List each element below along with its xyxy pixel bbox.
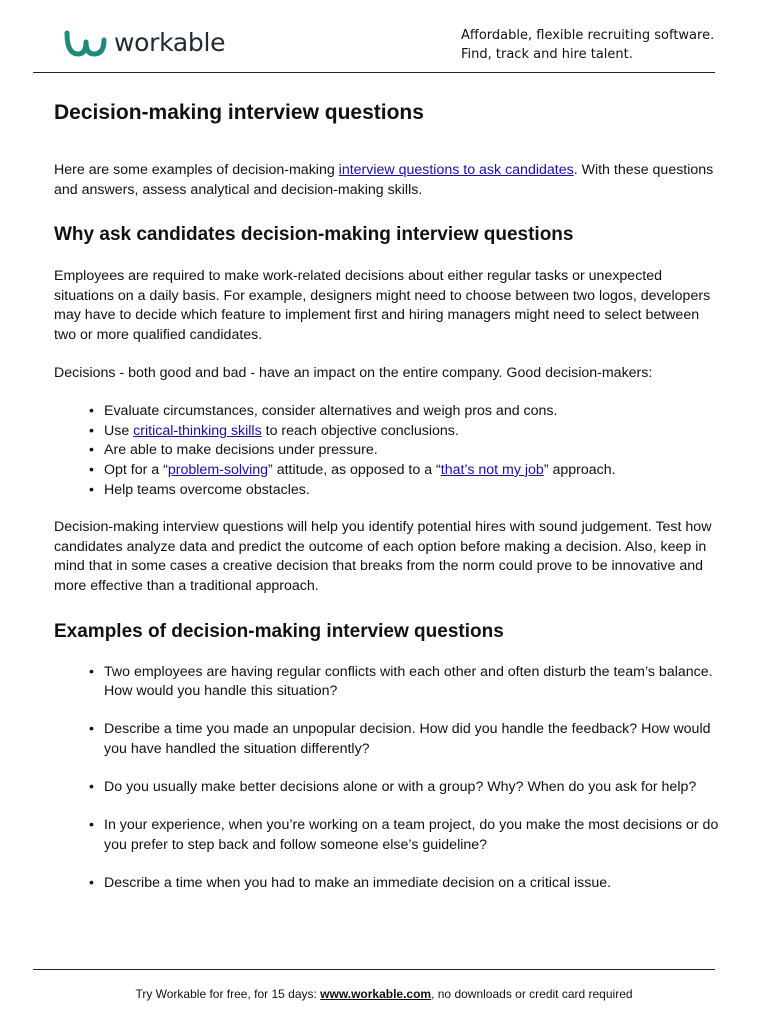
tagline-line-2: Find, track and hire talent. [461, 47, 633, 62]
interview-questions-link[interactable]: interview questions to ask candidates [338, 162, 574, 178]
workable-website-link[interactable]: www.workable.com [320, 987, 432, 1001]
not-my-job-link[interactable]: that’s not my job [440, 461, 544, 478]
list-item: • Use critical-thinking skills to reach objective conclusions. [54, 422, 724, 442]
workable-logo-icon [64, 28, 108, 58]
page-title: Decision-making interview questions [54, 101, 424, 124]
section-heading-why: Why ask candidates decision-making interview questions [54, 224, 574, 246]
list-item: • Evaluate circumstances, consider alternatives and weigh pros and cons. [54, 402, 724, 422]
section-heading-examples: Examples of decision-making interview questions [54, 620, 504, 642]
list-item: • Help teams overcome obstacles. [54, 481, 724, 501]
header-divider [33, 72, 715, 73]
why-paragraph-1: Employees are required to make work-related decisions about either regular tasks or unexpected situations on a daily basis. For example, designers might need to choose between two logos, developers may have to decide which feature to implement first and hiring managers might need to select between two or more qualified candidates. [54, 268, 711, 343]
page-header [0, 0, 768, 74]
list-item: • In your experience, when you’re working on a team project, do you make the most decisions or do you prefer to step back and follow someone else’s guideline? [54, 816, 724, 855]
example-questions-list [54, 663, 724, 894]
header-tagline [461, 26, 714, 64]
decision-maker-traits-list [54, 402, 724, 500]
tagline-line-1: Affordable, flexible recruiting software. [461, 28, 715, 43]
workable-logo[interactable] [64, 28, 225, 58]
why-paragraph-3: Decision-making interview questions will help you identify potential hires with sound judgement. Test how candidates analyze data and predict the outcome of each option before making a decision. Also, keep in mind that in some cases a creative decision that breaks from the norm could prove to be innovative and more effective than a traditional approach. [54, 519, 712, 594]
intro-paragraph: Here are some examples of decision-making interview questions to ask candidates. With these questions and answers, assess analytical and decision-making skills. [54, 162, 714, 198]
logo-wordmark: workable [114, 28, 226, 57]
list-item: • Do you usually make better decisions alone or with a group? Why? When do you ask for help? [54, 778, 724, 798]
list-item: • Describe a time you made an unpopular decision. How did you handle the feedback? How would you have handled the situation differently? [54, 720, 724, 759]
list-item: • Are able to make decisions under pressure. [54, 441, 724, 461]
why-paragraph-2: Decisions - both good and bad - have an impact on the entire company. Good decision-makers: [54, 364, 653, 381]
list-item: • Describe a time when you had to make an immediate decision on a critical issue. [54, 874, 724, 894]
page-footer: Try Workable for free, for 15 days: www.workable.com, no downloads or credit card required [135, 987, 633, 1001]
critical-thinking-link[interactable]: critical-thinking skills [133, 422, 262, 439]
problem-solving-link[interactable]: problem-solving [167, 461, 269, 478]
list-item: • Two employees are having regular conflicts with each other and often disturb the team’s balance. How would you handle this situation? [54, 663, 724, 702]
article-body [54, 98, 724, 912]
list-item: • Opt for a “problem-solving” attitude, as opposed to a “that’s not my job” approach. [54, 461, 724, 481]
footer-divider [33, 969, 715, 970]
